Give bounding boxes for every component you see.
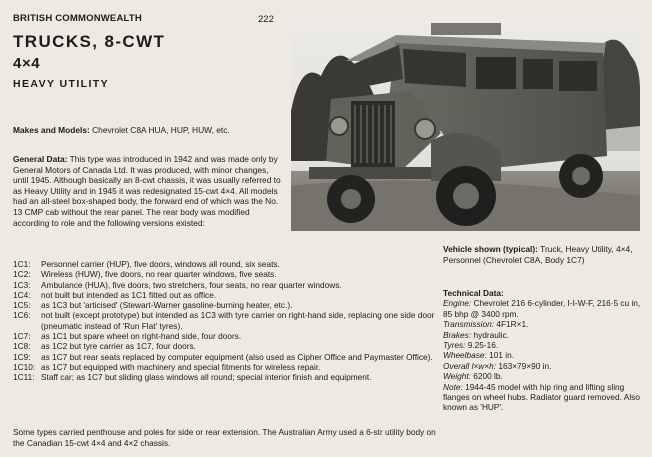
tech-value: 4F1R×1.: [496, 319, 529, 330]
variant-row: [13, 290, 438, 300]
page-role: HEAVY UTILITY: [13, 78, 109, 90]
tech-row: [443, 330, 645, 340]
vehicle-shown-label: Vehicle shown (typical):: [443, 244, 538, 254]
tech-row: [443, 350, 645, 360]
tech-row: [443, 371, 645, 381]
tech-label: Wheelbase:: [443, 350, 487, 361]
variant-text: Wireless (HUW), five doors, no rear quarter windows, five seats.: [41, 269, 277, 280]
variant-row: [13, 341, 438, 351]
makes-label: Makes and Models:: [13, 125, 90, 135]
variant-code: 1C7:: [13, 331, 31, 342]
tech-row: [443, 361, 645, 371]
tech-label: Overall l×w×h:: [443, 360, 497, 371]
variant-code: 1C3:: [13, 279, 31, 290]
variant-text: not built (except prototype) but intended as 1C3 with tyre carrier on right-hand side, replacing one side door (pneumatic instead of 'Run Flat' tyres).: [41, 310, 435, 331]
variant-text: Personnel carrier (HUP), five doors, windows all round, six seats.: [41, 259, 280, 269]
tech-label: Note:: [443, 381, 463, 392]
tech-value: 163×79×90 in.: [498, 360, 552, 371]
variant-row: [13, 269, 438, 279]
makes-text: Chevrolet C8A HUA, HUP, HUW, etc.: [92, 125, 230, 135]
vehicle-shown: [443, 244, 643, 265]
tech-value: 1944-45 model with hip ring and lifting sling flanges on wheel hubs. Radiator guard removed. Also known as 'HUP'.: [443, 381, 640, 413]
makes-and-models: [13, 125, 285, 136]
tech-label: Transmission:: [443, 319, 495, 330]
variant-text: as 1C2 but tyre carrier as 1C7, four doors.: [41, 341, 196, 352]
tech-label: Engine:: [443, 298, 472, 309]
tech-value: Chevrolet 216 6-cylinder, I-I-W-F, 216·5 cu in, 85 bhp @ 3400 rpm.: [443, 298, 641, 319]
tech-value: 6200 lb.: [473, 371, 503, 382]
variant-row: [13, 352, 438, 362]
tech-row: [443, 382, 645, 413]
category-heading: BRITISH COMMONWEALTH: [13, 13, 142, 24]
general-text: This type was introduced in 1942 and was made only by General Motors of Canada Ltd. It was produced, with minor changes, until 1945. Although basically an 8-cwt chassis, it was usually referred to as Heavy Utility and in 1945 it was redesignated 15-cwt 4×4. All models had an all-steel box-shaped body, the forward end of which was the No. 13 CMP cab without the rear panel. The rear body was modified according to role and the following versions existed:: [13, 154, 281, 228]
tech-label: Weight:: [443, 371, 471, 382]
variant-code: 1C4:: [13, 289, 31, 300]
variant-code: 1C5:: [13, 300, 31, 311]
variant-code: 1C10:: [13, 361, 36, 372]
footer-note: Some types carried penthouse and poles for side or rear extension. The Australian Army used a 6-str utility body on the Canadian 15-cwt 4×4 and 4×2 chassis.: [13, 427, 436, 448]
tech-label: Brakes:: [443, 329, 472, 340]
variant-row: [13, 372, 438, 382]
variant-text: Staff car; as 1C7 but sliding glass windows all round; special interior finish and equipment.: [41, 372, 372, 383]
tech-value: hydraulic.: [473, 329, 509, 340]
variant-text: not built but intended as 1C1 fitted out as office.: [41, 289, 217, 300]
variant-code: 1C8:: [13, 341, 31, 352]
variant-code: 1C1:: [13, 259, 31, 269]
variant-row: [13, 310, 438, 331]
variant-code: 1C11:: [13, 372, 35, 383]
variant-row: [13, 259, 438, 269]
tech-value: 9.25-16.: [467, 340, 499, 351]
variant-row: [13, 331, 438, 341]
vehicle-shown-text: Truck, Heavy Utility, 4×4, Personnel (Chevrolet C8A, Body 1C7): [443, 244, 633, 265]
variant-text: Ambulance (HUA), five doors, two stretchers, four seats, no rear quarter windows.: [41, 279, 342, 290]
tech-row: [443, 298, 645, 319]
variant-code: 1C2:: [13, 269, 31, 280]
variant-code: 1C6:: [13, 310, 31, 321]
tech-row: [443, 340, 645, 350]
tech-label: Tyres:: [443, 340, 466, 351]
variant-text: as 1C1 but spare wheel on right-hand side, four doors.: [41, 331, 242, 342]
variant-list: [13, 259, 438, 383]
page-number: 222: [258, 14, 274, 25]
tech-row: [443, 319, 645, 329]
general-data: [13, 154, 283, 228]
variant-text: as 1C3 but 'articised' (Stewart-Warner gasoline-burning heater, etc.).: [41, 300, 293, 311]
technical-heading: Technical Data:: [443, 288, 504, 298]
variant-row: [13, 280, 438, 290]
page-subtitle: 4×4: [13, 55, 41, 72]
variant-text: as 1C7 but equipped with machinery and special fitments for wireless repair.: [41, 361, 321, 372]
variant-row: [13, 362, 438, 372]
page-title: TRUCKS, 8-CWT: [13, 32, 166, 51]
variant-text: as 1C7 but rear seats replaced by computer equipment (also used as Cipher Office and Paymaster Office).: [41, 351, 433, 362]
technical-data: [443, 288, 645, 413]
variant-row: [13, 300, 438, 310]
variant-code: 1C9:: [13, 351, 31, 362]
truck-photo: [291, 21, 640, 231]
tech-value: 101 in.: [489, 350, 515, 361]
general-label: General Data:: [13, 154, 68, 164]
